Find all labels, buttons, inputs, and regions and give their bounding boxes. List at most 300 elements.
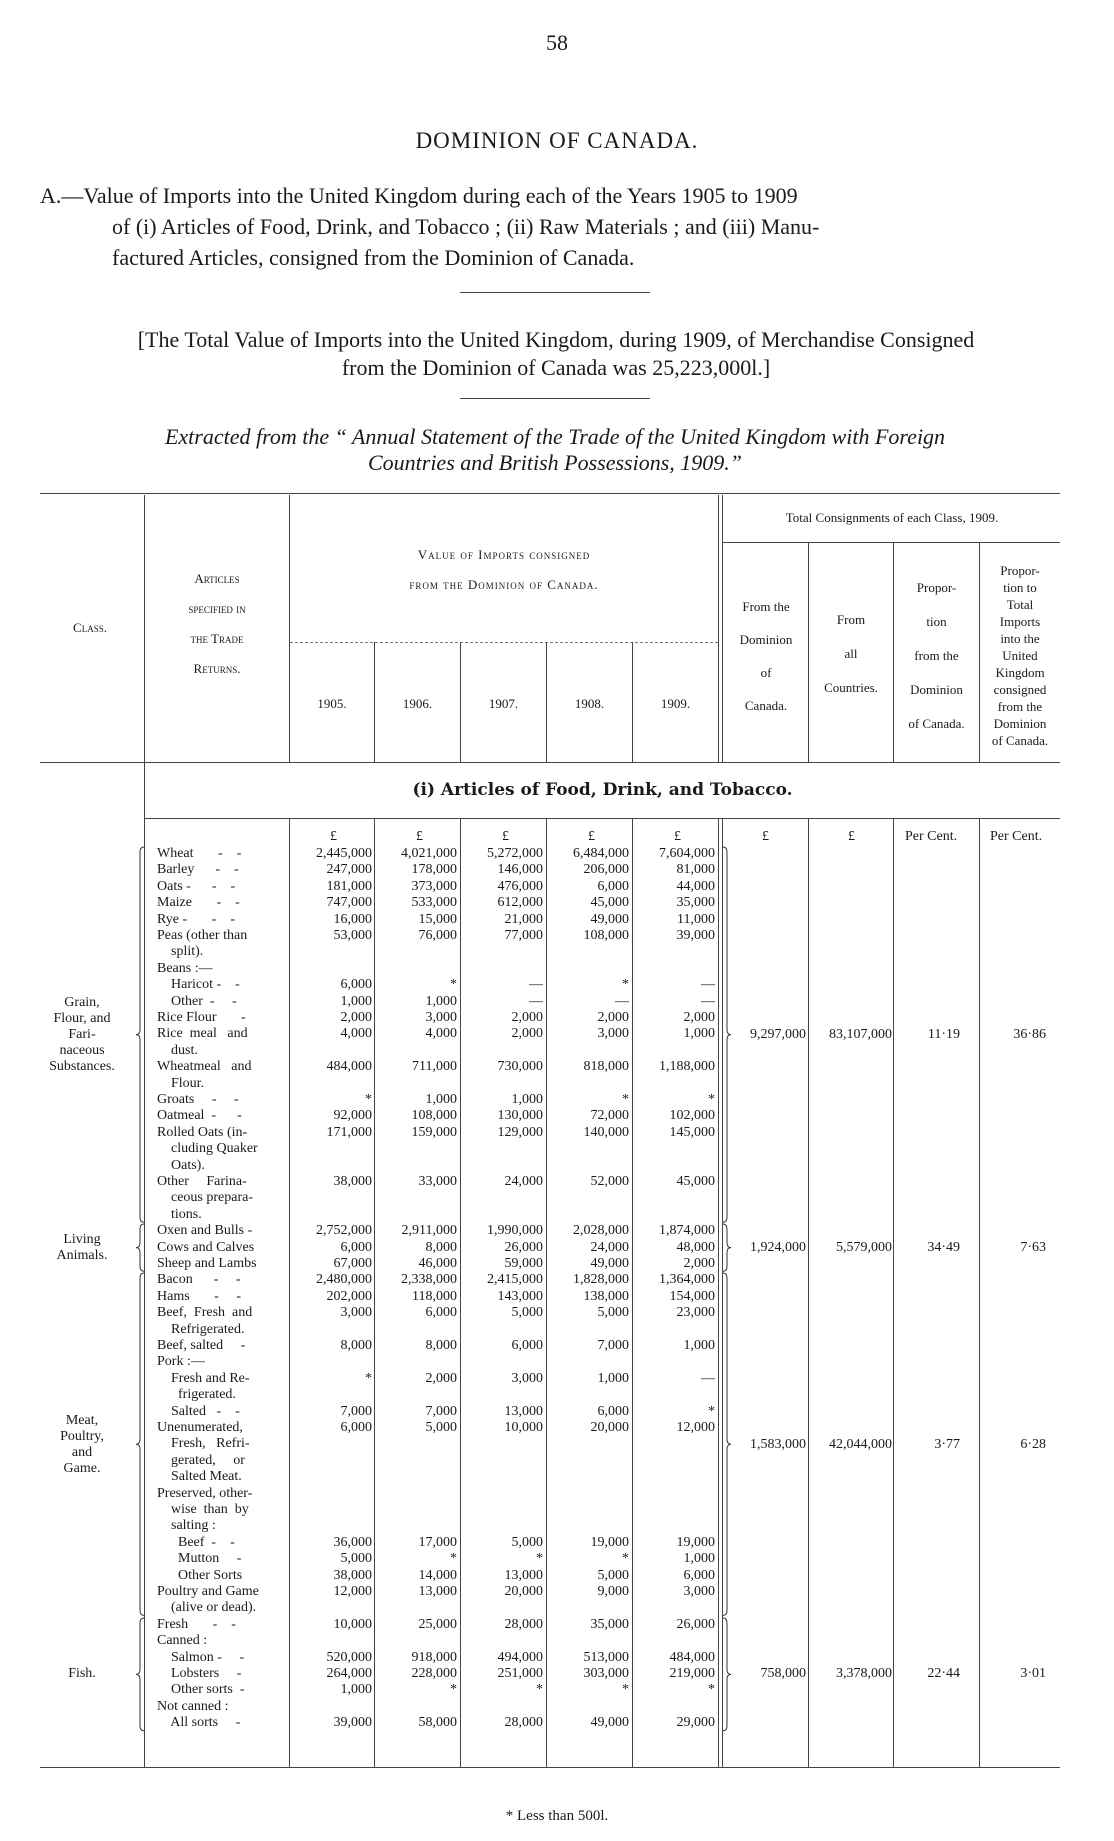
header-articles-line-2: specified in <box>188 601 246 616</box>
table-cell-1908: 7,000 <box>597 1338 629 1353</box>
table-cell-1905: 2,480,000 <box>316 1272 372 1288</box>
table-row-article: cluding Quaker <box>157 1141 258 1157</box>
table-cell-1909: 81,000 <box>676 862 715 878</box>
table-cell-1906: 918,000 <box>411 1649 457 1665</box>
table-cell-1906: 4,000 <box>425 1026 457 1042</box>
table-top-rule <box>40 493 1060 494</box>
header-value-group <box>292 540 716 600</box>
table-cell-1905: * <box>365 1370 372 1386</box>
table-cell-1906: 2,338,000 <box>401 1272 457 1288</box>
class-from-all: 5,579,000 <box>836 1239 892 1255</box>
table-cell-1906: 76,000 <box>418 928 457 943</box>
table-cell-1907: 2,000 <box>511 1010 543 1025</box>
table-cell-1908: 45,000 <box>590 895 629 911</box>
table-cell-1907: 494,000 <box>497 1649 543 1665</box>
table-cell-1906: * <box>450 1682 457 1698</box>
unit-pound-dominion: £ <box>762 829 769 844</box>
table-cell-1905: 2,445,000 <box>316 846 372 861</box>
class-name-line: Fish. <box>68 1666 96 1682</box>
header-proportion-total-8: consigned <box>993 682 1047 697</box>
table-row-article: Sheep and Lambs <box>157 1256 257 1271</box>
header-proportion-total-7: Kingdom <box>995 665 1045 680</box>
heading-line-1: A.—Value of Imports into the United Kingdom during each of the Years 1905 to 1909 <box>40 183 798 208</box>
body-vline-1906 <box>374 818 375 1767</box>
header-from-all-1: From <box>836 612 866 627</box>
table-row-article: Beef, Fresh and <box>157 1305 253 1321</box>
extract-line-1: Extracted from the “ Annual Statement of the Trade of the United Kingdom with Foreign <box>164 424 946 449</box>
table-row-article: Haricot - - <box>157 977 240 993</box>
table-cell-1905: 2,752,000 <box>316 1223 372 1239</box>
table-cell-1909: 45,000 <box>676 1174 715 1189</box>
header-proportion-total-2: tion to <box>1003 580 1037 595</box>
table-cell-1906: 17,000 <box>418 1534 457 1550</box>
class-from-dominion: 9,297,000 <box>750 1026 806 1042</box>
table-row-article: Salted - - <box>157 1403 240 1419</box>
table-cell-1907: 143,000 <box>497 1288 543 1304</box>
table-row-article: Peas (other than <box>157 928 248 943</box>
header-proportion-4: Dominion <box>910 682 963 697</box>
table-cell-1909: 1,188,000 <box>659 1059 715 1075</box>
table-cell-1907: 612,000 <box>497 895 543 911</box>
class-brace-left <box>136 1272 146 1616</box>
table-cell-1905: 7,000 <box>340 1403 372 1419</box>
table-cell-1907: 2,000 <box>511 1026 543 1042</box>
table-cell-1906: 533,000 <box>411 895 457 911</box>
table-cell-1905: 8,000 <box>340 1338 372 1353</box>
table-cell-1907: 2,415,000 <box>487 1272 543 1288</box>
table-row-article: Not canned : <box>157 1698 229 1714</box>
class-brace-left <box>136 1223 146 1272</box>
table-cell-1906: 7,000 <box>425 1403 457 1419</box>
table-cell-1905: 38,000 <box>333 1567 372 1583</box>
table-cell-1907: 1,990,000 <box>487 1223 543 1239</box>
table-cell-1905: 247,000 <box>326 862 372 878</box>
body-vline-1907 <box>460 818 461 1767</box>
unit-pound-all: £ <box>848 829 855 844</box>
table-row-article: Bacon - - <box>157 1272 241 1288</box>
table-cell-1907: — <box>529 993 543 1009</box>
header-proportion-total-3: Total <box>1006 597 1034 612</box>
table-cell-1908: 1,828,000 <box>573 1272 629 1288</box>
table-row-article: Fresh, Refri- <box>157 1436 250 1452</box>
class-from-all: 83,107,000 <box>829 1026 892 1042</box>
table-cell-1907: 10,000 <box>504 1420 543 1435</box>
table-cell-1907: * <box>536 1682 543 1698</box>
table-row-article: Unenumerated, <box>157 1420 243 1435</box>
class-from-dominion: 1,924,000 <box>750 1239 806 1255</box>
table-cell-1906: * <box>450 977 457 993</box>
brace-path <box>136 1618 144 1731</box>
table-cell-1905: 520,000 <box>326 1649 372 1665</box>
body-vline-1905 <box>289 818 290 1767</box>
table-cell-1906: 4,021,000 <box>401 846 457 861</box>
table-cell-1906: 58,000 <box>418 1715 457 1731</box>
header-from-dominion <box>724 590 808 722</box>
header-from-dominion-4: Canada. <box>744 698 788 713</box>
table-cell-1906: 228,000 <box>411 1666 457 1681</box>
unit-pct-proportion-total: Per Cent. <box>990 829 1043 844</box>
table-cell-1908: 818,000 <box>583 1059 629 1075</box>
table-cell-1905: 4,000 <box>340 1026 372 1042</box>
class-proportion-total: 6·28 <box>1020 1436 1046 1452</box>
header-proportion-5: of Canada. <box>908 716 965 731</box>
unit-pound-1907: £ <box>502 829 509 844</box>
class-brace-left <box>136 1617 146 1732</box>
table-cell-1906: 6,000 <box>425 1305 457 1321</box>
table-row-article: Rice Flour - <box>157 1010 246 1025</box>
body-vline-from-all <box>808 818 809 1767</box>
table-cell-1909: 39,000 <box>676 928 715 943</box>
brace-path <box>723 1618 731 1731</box>
header-proportion <box>894 571 979 741</box>
unit-pct-proportion: Per Cent. <box>905 829 958 844</box>
header-from-all-2: all <box>844 646 858 661</box>
table-cell-1909: 1,000 <box>683 1551 715 1567</box>
header-from-dominion-3: of <box>760 665 772 680</box>
unit-pound-1905: £ <box>330 829 337 844</box>
table-cell-1907: 21,000 <box>504 911 543 927</box>
table-cell-1907: 77,000 <box>504 928 543 943</box>
table-cell-1906: 33,000 <box>418 1174 457 1189</box>
dominion-title: DOMINION OF CANADA. <box>415 128 699 153</box>
class-from-dominion: 758,000 <box>760 1666 806 1682</box>
header-proportion-3: from the <box>914 648 959 663</box>
header-from-all <box>809 603 893 705</box>
table-cell-1905: 264,000 <box>326 1666 372 1681</box>
table-cell-1909: 2,000 <box>683 1010 715 1025</box>
table-row-article: Other Sorts <box>157 1567 243 1583</box>
table-cell-1908: — <box>615 993 629 1009</box>
table-cell-1909: 29,000 <box>676 1715 715 1731</box>
table-cell-1909: * <box>708 1682 715 1698</box>
body-vline-proportion-total <box>979 818 980 1767</box>
table-row-article: Other Farina- <box>157 1174 247 1189</box>
heading-rule <box>460 292 650 293</box>
brace-path <box>723 1224 731 1271</box>
table-cell-1908: 5,000 <box>597 1305 629 1321</box>
table-cell-1905: 5,000 <box>340 1551 372 1567</box>
header-proportion-total-11: of Canada. <box>991 733 1049 748</box>
class-name <box>34 1413 130 1477</box>
table-cell-1909: 11,000 <box>677 911 715 927</box>
table-cell-1905: 484,000 <box>326 1059 372 1075</box>
table-cell-1908: 20,000 <box>590 1420 629 1435</box>
table-cell-1906: 5,000 <box>425 1420 457 1435</box>
table-cell-1905: 12,000 <box>333 1584 372 1599</box>
table-row-article: Salted Meat. <box>157 1469 242 1485</box>
table-cell-1906: 118,000 <box>412 1288 457 1304</box>
table-cell-1907: 20,000 <box>504 1584 543 1599</box>
table-row-article: tions. <box>157 1206 202 1222</box>
extract-line-2: Countries and British Possessions, 1909.” <box>367 450 743 475</box>
header-proportion-2: tion <box>926 614 947 629</box>
table-cell-1907: 24,000 <box>504 1174 543 1189</box>
table-cell-1907: 730,000 <box>497 1059 543 1075</box>
table-cell-1909: 19,000 <box>676 1534 715 1550</box>
class-proportion-total: 7·63 <box>1020 1239 1046 1255</box>
table-cell-1908: 19,000 <box>590 1534 629 1550</box>
total-note-line-1: [The Total Value of Imports into the United Kingdom, during 1909, of Merchandise Consigned <box>137 327 975 352</box>
table-row-article: Hams - - <box>157 1288 241 1304</box>
table-cell-1908: 6,000 <box>597 1403 629 1419</box>
table-row-article: Cows and Calves <box>157 1239 255 1255</box>
brace-path <box>723 1273 731 1615</box>
table-cell-1909: 7,604,000 <box>659 846 715 861</box>
table-cell-1907: 59,000 <box>504 1256 543 1271</box>
header-bottom-rule <box>40 762 1060 763</box>
table-cell-1905: 36,000 <box>333 1534 372 1550</box>
header-value-line-2: from the Dominion of Canada. <box>409 577 599 592</box>
table-cell-1906: 15,000 <box>418 911 457 927</box>
table-cell-1907: 28,000 <box>504 1715 543 1731</box>
table-cell-1906: 1,000 <box>425 993 457 1009</box>
table-row-article: (alive or dead). <box>157 1600 257 1616</box>
class-name-line: Meat, <box>65 1412 99 1428</box>
class-name-line: and <box>71 1444 93 1460</box>
table-row-article: Rye - - - <box>157 911 235 927</box>
table-heading <box>40 180 1070 273</box>
class-name-line: Substances. <box>49 1058 115 1074</box>
table-cell-1909: 2,000 <box>683 1256 715 1271</box>
table-cell-1908: 35,000 <box>590 1616 629 1632</box>
table-cell-1905: 53,000 <box>333 928 372 943</box>
table-cell-1906: 13,000 <box>418 1584 457 1599</box>
header-year-1907: 1907. <box>488 696 519 711</box>
table-cell-1908: 5,000 <box>597 1567 629 1583</box>
table-cell-1909: 484,000 <box>669 1649 715 1665</box>
table-cell-1906: 178,000 <box>411 862 457 878</box>
table-cell-1907: 5,000 <box>511 1534 543 1550</box>
table-cell-1906: * <box>450 1551 457 1567</box>
total-note-line-2: from the Dominion of Canada was 25,223,000l.] <box>341 355 771 380</box>
table-cell-1908: 9,000 <box>597 1584 629 1599</box>
table-cell-1906: 108,000 <box>411 1108 457 1124</box>
class-brace-left <box>136 846 146 1223</box>
table-cell-1907: 5,272,000 <box>487 846 543 861</box>
table-cell-1907: — <box>529 977 543 993</box>
table-cell-1908: 108,000 <box>583 928 629 943</box>
table-cell-1907: 13,000 <box>504 1567 543 1583</box>
table-cell-1907: 3,000 <box>511 1370 543 1386</box>
table-cell-1909: 1,000 <box>683 1338 715 1353</box>
table-row-article: Lobsters - <box>157 1666 242 1681</box>
table-cell-1905: 10,000 <box>333 1616 372 1632</box>
table-cell-1908: 6,000 <box>597 878 629 894</box>
table-row-article: frigerated. <box>157 1387 236 1403</box>
table-row-article: Beef, salted - <box>157 1338 246 1353</box>
table-row-article: Other sorts - <box>157 1682 245 1698</box>
table-cell-1909: 1,364,000 <box>659 1272 715 1288</box>
table-row-article: Rolled Oats (in- <box>157 1124 248 1140</box>
table-row-article: Oxen and Bulls - <box>157 1223 253 1239</box>
table-cell-1908: * <box>622 1682 629 1698</box>
header-from-dominion-2: Dominion <box>739 632 793 647</box>
brace-path <box>136 1224 144 1271</box>
class-name-line: Flour, and <box>53 1010 111 1026</box>
table-row-article: dust. <box>157 1042 198 1058</box>
table-cell-1906: 2,000 <box>425 1370 457 1386</box>
table-cell-1908: 140,000 <box>583 1124 629 1140</box>
table-row-article: Oats - - - <box>157 878 236 894</box>
header-proportion-total-5: into the <box>1000 631 1040 646</box>
table-row-article: Flour. <box>157 1075 205 1091</box>
table-cell-1908: 2,000 <box>597 1010 629 1025</box>
table-cell-1909: 219,000 <box>669 1666 715 1681</box>
header-year-1909: 1909. <box>660 696 691 711</box>
table-cell-1909: 48,000 <box>676 1239 715 1255</box>
brace-path <box>136 1273 144 1615</box>
table-cell-1908: * <box>622 1092 629 1107</box>
vline-values-end <box>718 495 719 762</box>
table-row-article: Wheat - - <box>157 846 242 861</box>
table-row-article: Salmon - - <box>157 1649 245 1665</box>
table-cell-1909: 1,000 <box>683 1026 715 1042</box>
table-cell-1909: — <box>701 993 715 1009</box>
body-vline-values-end <box>718 818 719 1767</box>
table-cell-1908: 513,000 <box>583 1649 629 1665</box>
class-proportion: 3·77 <box>934 1436 960 1452</box>
table-row-article: salting : <box>157 1518 216 1534</box>
table-cell-1909: 1,874,000 <box>659 1223 715 1239</box>
table-cell-1908: 206,000 <box>583 862 629 878</box>
table-cell-1907: 476,000 <box>497 878 543 894</box>
table-cell-1909: * <box>708 1092 715 1107</box>
table-cell-1906: 46,000 <box>418 1256 457 1271</box>
table-cell-1906: 8,000 <box>425 1239 457 1255</box>
class-proportion: 34·49 <box>927 1239 960 1255</box>
vline-values-end-2 <box>722 495 723 762</box>
class-from-all: 42,044,000 <box>829 1436 892 1452</box>
table-row-article: Groats - - <box>157 1092 239 1107</box>
table-row-article: split). <box>157 944 204 960</box>
table-cell-1909: — <box>701 1370 715 1386</box>
vline-1905 <box>289 495 290 762</box>
table-cell-1907: 129,000 <box>497 1124 543 1140</box>
table-cell-1908: 72,000 <box>590 1108 629 1124</box>
class-name-line: Living <box>63 1231 101 1247</box>
table-cell-1908: 2,028,000 <box>573 1223 629 1239</box>
section-title: (i) Articles of Food, Drink, and Tobacco. <box>412 780 793 800</box>
class-proportion: 22·44 <box>927 1666 960 1682</box>
table-cell-1908: 303,000 <box>583 1666 629 1681</box>
class-from-all: 3,378,000 <box>836 1666 892 1682</box>
table-cell-1905: 39,000 <box>333 1715 372 1731</box>
note-rule <box>460 398 650 399</box>
header-articles-line-1: Articles <box>194 571 240 586</box>
header-articles <box>148 564 286 684</box>
class-name <box>34 995 130 1075</box>
table-cell-1908: 138,000 <box>583 1288 629 1304</box>
section-rule <box>145 818 1060 819</box>
class-name-line: Animals. <box>56 1247 108 1263</box>
page-number: 58 <box>546 30 568 55</box>
table-row-article: Other - - <box>157 993 237 1009</box>
heading-line-2: of (i) Articles of Food, Drink, and Tobacco ; (ii) Raw Materials ; and (iii) Manu- <box>112 214 820 239</box>
header-proportion-total-9: from the <box>997 699 1043 714</box>
table-row-article: Fresh and Re- <box>157 1370 250 1386</box>
body-vline-1909 <box>632 818 633 1767</box>
table-cell-1905: 6,000 <box>340 1420 372 1435</box>
table-row-article: wise than by <box>157 1502 249 1517</box>
table-row-article: Beans :— <box>157 960 213 976</box>
header-proportion-total-1: Propor- <box>1000 563 1040 578</box>
total-group-rule <box>722 542 1060 543</box>
table-cell-1905: 202,000 <box>326 1288 372 1304</box>
table-row-article: Poultry and Game <box>157 1584 259 1599</box>
class-from-dominion: 1,583,000 <box>750 1436 806 1452</box>
table-row-article: Barley - - <box>157 862 239 878</box>
table-cell-1907: 251,000 <box>497 1666 543 1681</box>
unit-pound-1906: £ <box>416 829 423 844</box>
heading-line-3: factured Articles, consigned from the Dominion of Canada. <box>112 245 635 270</box>
table-cell-1906: 373,000 <box>411 878 457 894</box>
table-bottom-rule <box>40 1767 1060 1768</box>
header-class: Class. <box>73 620 107 635</box>
table-row-article: All sorts - <box>157 1715 241 1731</box>
brace-path <box>723 847 731 1222</box>
table-cell-1907: 5,000 <box>511 1305 543 1321</box>
table-row-article: Oatmeal - - <box>157 1108 242 1124</box>
table-cell-1907: 146,000 <box>497 862 543 878</box>
footnote: * Less than 500l. <box>505 1808 609 1824</box>
table-cell-1907: 6,000 <box>511 1338 543 1353</box>
header-proportion-total-10: Dominion <box>993 716 1047 731</box>
table-cell-1909: 145,000 <box>669 1124 715 1140</box>
table-cell-1905: 92,000 <box>333 1108 372 1124</box>
header-proportion-total-4: Imports <box>999 614 1041 629</box>
table-cell-1909: — <box>701 977 715 993</box>
header-value-line-1: Value of Imports consigned <box>417 547 591 562</box>
class-name-line: naceous <box>59 1042 105 1058</box>
table-row-article: Fresh - - <box>157 1616 236 1632</box>
table-cell-1909: 3,000 <box>683 1584 715 1599</box>
class-name <box>34 1666 130 1682</box>
table-cell-1906: 2,911,000 <box>401 1223 457 1239</box>
table-cell-1905: 1,000 <box>340 1682 372 1698</box>
table-cell-1906: 3,000 <box>425 1010 457 1025</box>
header-articles-line-4: Returns. <box>193 661 241 676</box>
header-from-dominion-1: From the <box>742 599 790 614</box>
header-proportion-total-6: United <box>1002 648 1038 663</box>
class-name <box>34 1232 130 1264</box>
table-cell-1908: * <box>622 1551 629 1567</box>
table-cell-1905: 1,000 <box>340 993 372 1009</box>
table-cell-1909: 154,000 <box>669 1288 715 1304</box>
table-cell-1905: 6,000 <box>340 1239 372 1255</box>
header-year-1905: 1905. <box>317 696 347 711</box>
table-cell-1908: 49,000 <box>590 1256 629 1271</box>
table-cell-1905: 747,000 <box>326 895 372 911</box>
class-brace-right <box>722 846 732 1223</box>
table-cell-1908: 52,000 <box>590 1174 629 1189</box>
class-brace-right <box>722 1223 732 1272</box>
table-cell-1907: 28,000 <box>504 1616 543 1632</box>
class-name-line: Grain, <box>64 994 100 1010</box>
table-cell-1909: 6,000 <box>683 1567 715 1583</box>
table-cell-1908: 6,484,000 <box>573 846 629 861</box>
table-cell-1908: 49,000 <box>590 911 629 927</box>
table-row-article: Beef - - <box>157 1534 235 1550</box>
header-from-all-3: Countries. <box>824 680 878 695</box>
unit-pound-1908: £ <box>588 829 595 844</box>
table-row-article: Wheatmeal and <box>157 1059 252 1075</box>
table-row-article: Maize - - <box>157 895 240 911</box>
class-proportion-total: 36·86 <box>1013 1026 1046 1042</box>
table-cell-1907: 1,000 <box>511 1092 543 1107</box>
table-row-article: ceous prepara- <box>157 1190 254 1206</box>
table-cell-1905: 6,000 <box>340 977 372 993</box>
header-proportion-1: Propor- <box>916 580 957 595</box>
